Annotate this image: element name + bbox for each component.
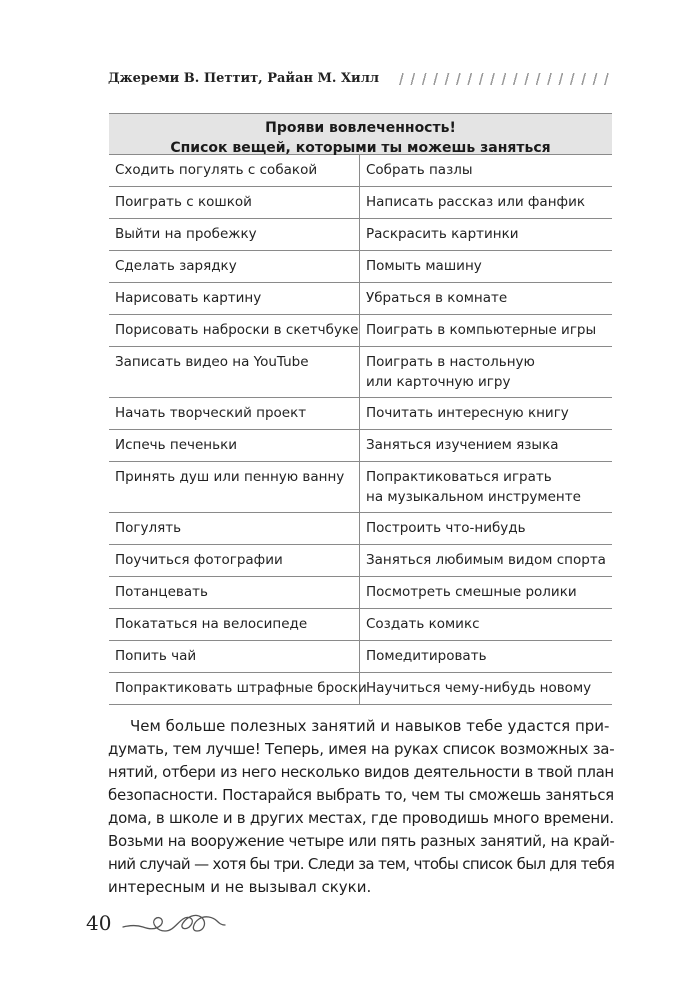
paragraph-line: Чем больше полезных занятий и навыков тебе удастся при- (130, 717, 610, 735)
cell-text-line: Записать видео на YouTube (115, 354, 309, 370)
paragraph-line: Возьми на вооружение четыре или пять разных занятий, на край- (108, 832, 615, 850)
table-cell-left (109, 513, 360, 544)
table-heading (109, 114, 612, 155)
table-row (109, 283, 612, 315)
body-paragraph (108, 715, 614, 899)
cell-text-line: Порисовать наброски в скетчбуке (115, 322, 359, 338)
table-cell-left (109, 430, 360, 461)
table-row (109, 545, 612, 577)
cell-text-line: Заняться изучением языка (366, 437, 559, 453)
table-cell-right (360, 513, 612, 544)
paragraph-line: ний случай — хотя бы три. Следи за тем, чтобы список был для тебя (108, 855, 615, 873)
cell-text-line: на музыкальном инструменте (366, 489, 581, 505)
page-number: 40 (86, 911, 112, 935)
table-row (109, 251, 612, 283)
cell-text-line: Поучиться фотографии (115, 552, 283, 568)
table-cell-right (360, 187, 612, 218)
cell-text-line: Построить что-нибудь (366, 520, 526, 536)
table-cell-left (109, 347, 360, 397)
cell-text-line: Погулять (115, 520, 182, 536)
cell-text-line: Помедитировать (366, 648, 487, 664)
cell-text-line: Сделать зарядку (115, 258, 237, 274)
table-cell-right (360, 251, 612, 282)
cell-text-line: Создать комикс (366, 616, 480, 632)
table-title-line1: Прояви вовлеченность! (265, 120, 456, 136)
cell-text-line: Попрактиковать штрафные броски (115, 680, 367, 696)
cell-text-line: Покататься на велосипеде (115, 616, 308, 632)
paragraph-line: интересным и не вызывал скуки. (108, 878, 372, 896)
table-row (109, 155, 612, 187)
cell-text-line: Поиграть в компьютерные игры (366, 322, 597, 338)
table-row (109, 673, 612, 705)
cell-text-line: Написать рассказ или фанфик (366, 194, 585, 210)
table-cell-left (109, 673, 367, 704)
table-row (109, 513, 612, 545)
table-cell-left (109, 187, 360, 218)
table-cell-left (109, 398, 360, 429)
table-cell-right (360, 641, 612, 672)
table-cell-right (360, 673, 612, 704)
header-authors: Джереми В. Петтит, Райан М. Хилл (108, 71, 380, 86)
table-cell-right (360, 609, 612, 640)
table-cell-left (109, 462, 360, 512)
table-cell-left (109, 545, 360, 576)
table-cell-right (360, 315, 612, 346)
cell-text-line: Поиграть с кошкой (115, 194, 252, 210)
table-cell-left (109, 219, 360, 250)
cell-text-line: Попить чай (115, 648, 197, 664)
table-cell-right (360, 347, 612, 397)
cell-text-line: Нарисовать картину (115, 290, 262, 306)
cell-text-line: Посмотреть смешные ролики (366, 584, 577, 600)
table-row (109, 398, 612, 430)
paragraph-line: дома, в школе и в других местах, где проводишь много времени. (108, 809, 614, 827)
table-title-line2: Список вещей, которыми ты можешь заняться (170, 140, 551, 156)
table-cell-left (109, 315, 360, 346)
table-cell-left (109, 641, 360, 672)
cell-text-line: Принять душ или пенную ванну (115, 469, 345, 485)
table-cell-right (360, 219, 612, 250)
paragraph-lines (108, 715, 614, 899)
cell-text-line: Раскрасить картинки (366, 226, 519, 242)
paragraph-line: безопасности. Постарайся выбрать то, чем ты сможешь заняться (108, 786, 614, 804)
cell-text-line: Потанцевать (115, 584, 208, 600)
table-cell-right (360, 430, 612, 461)
table-row (109, 347, 612, 398)
table-row (109, 315, 612, 347)
cell-text-line: Сходить погулять с собакой (115, 162, 318, 178)
cell-text-line: Помыть машину (366, 258, 482, 274)
running-header (108, 71, 614, 86)
cell-text-line: Научиться чему-нибудь новому (366, 680, 592, 696)
activities-table (109, 113, 612, 705)
table-cell-left (109, 251, 360, 282)
table-cell-right (360, 283, 612, 314)
table-cell-right (360, 155, 612, 186)
cell-text-line: Заняться любимым видом спорта (366, 552, 606, 568)
cell-text-line: Попрактиковаться играть (366, 469, 552, 485)
table-cell-right (360, 398, 612, 429)
header-tick-ornament (395, 73, 614, 85)
table-cell-left (109, 577, 360, 608)
cell-text-line: Собрать пазлы (366, 162, 473, 178)
table-row (109, 187, 612, 219)
paragraph-line: нятий, отбери из него несколько видов деятельности в твой план (108, 763, 614, 781)
table-row (109, 609, 612, 641)
page-footer (86, 905, 261, 941)
cell-text-line: Почитать интересную книгу (366, 405, 569, 421)
cell-text-line: Начать творческий проект (115, 405, 307, 421)
table-cell-left (109, 283, 360, 314)
table-body (109, 155, 612, 705)
cell-text-line: Выйти на пробежку (115, 226, 257, 242)
table-cell-left (109, 609, 360, 640)
table-row (109, 577, 612, 609)
table-row (109, 641, 612, 673)
cell-text-line: Убраться в комнате (366, 290, 508, 306)
paragraph-line: думать, тем лучше! Теперь, имея на руках список возможных за- (108, 740, 615, 758)
cell-text-line: Поиграть в настольную (366, 354, 535, 370)
table-row (109, 430, 612, 462)
cell-text-line: или карточную игру (366, 374, 511, 390)
table-cell-right (360, 545, 612, 576)
table-cell-right (360, 577, 612, 608)
table-row (109, 219, 612, 251)
table-cell-right (360, 462, 612, 512)
table-cell-left (109, 155, 360, 186)
table-row (109, 462, 612, 513)
swirl-ornament-icon (121, 905, 261, 941)
cell-text-line: Испечь печеньки (115, 437, 238, 453)
